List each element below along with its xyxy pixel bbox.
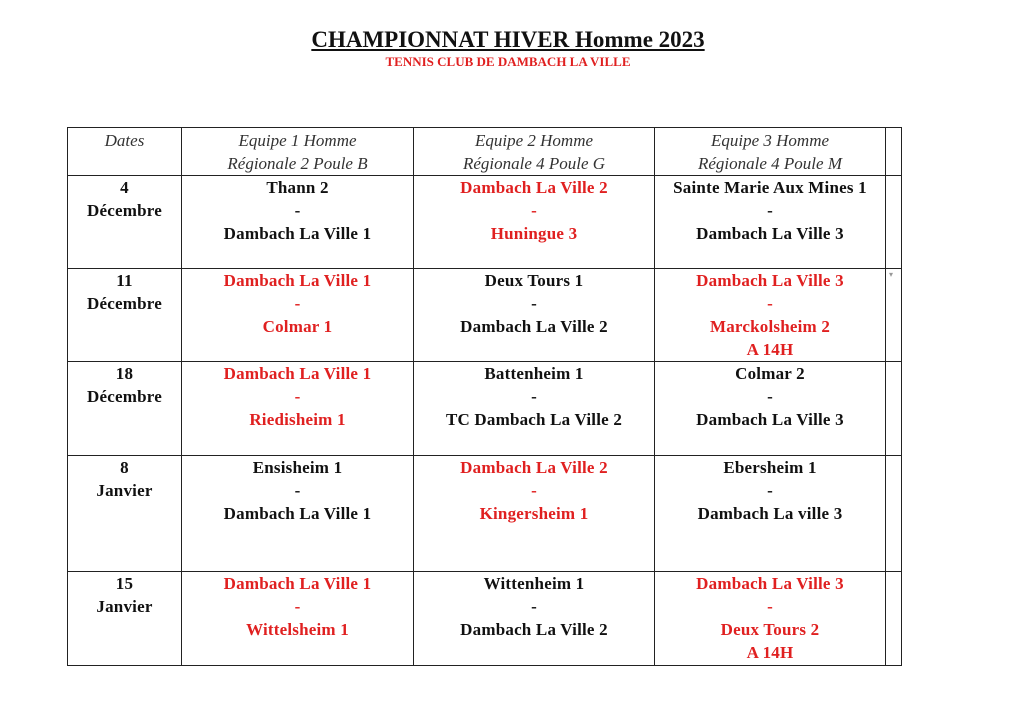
match-cell-team2: Wittenheim 1 - Dambach La Ville 2 bbox=[414, 572, 655, 666]
time-note: A 14H bbox=[746, 340, 794, 359]
match-cell-team1: Dambach La Ville 1 - Riedisheim 1 bbox=[182, 362, 414, 456]
date-cell: 18 Décembre bbox=[68, 362, 182, 456]
schedule-table bbox=[67, 127, 902, 666]
header-extra bbox=[886, 128, 902, 176]
match-cell-team2: Dambach La Ville 2 - Huningue 3 bbox=[414, 176, 655, 269]
table-row bbox=[68, 572, 902, 666]
extra-cell bbox=[886, 176, 902, 269]
header-team3: Equipe 3 Homme Régionale 4 Poule M bbox=[655, 128, 886, 176]
header-team1: Equipe 1 Homme Régionale 2 Poule B bbox=[182, 128, 414, 176]
header-row bbox=[68, 128, 902, 176]
extra-cell bbox=[886, 456, 902, 572]
table-row bbox=[68, 456, 902, 572]
match-cell-team1: Dambach La Ville 1 - Colmar 1 bbox=[182, 269, 414, 362]
table-row bbox=[68, 362, 902, 456]
header-team2: Equipe 2 Homme Régionale 4 Poule G bbox=[414, 128, 655, 176]
date-cell: 4 Décembre bbox=[68, 176, 182, 269]
match-cell-team2: Deux Tours 1 - Dambach La Ville 2 bbox=[414, 269, 655, 362]
dropdown-arrow-icon[interactable]: ▾ bbox=[889, 270, 894, 279]
match-cell-team3: Dambach La Ville 3 - Marckolsheim 2 A 14H bbox=[655, 269, 886, 362]
extra-cell bbox=[886, 362, 902, 456]
date-cell: 15 Janvier bbox=[68, 572, 182, 666]
match-cell-team1: Ensisheim 1 - Dambach La Ville 1 bbox=[182, 456, 414, 572]
date-cell: 8 Janvier bbox=[68, 456, 182, 572]
match-cell-team3: Sainte Marie Aux Mines 1 - Dambach La Ville 3 bbox=[655, 176, 886, 269]
extra-cell bbox=[886, 572, 902, 666]
time-note: A 14H bbox=[746, 643, 794, 662]
page-title: CHAMPIONNAT HIVER Homme 2023 bbox=[311, 27, 705, 52]
match-cell-team2: Battenheim 1 - TC Dambach La Ville 2 bbox=[414, 362, 655, 456]
match-cell-team2: Dambach La Ville 2 - Kingersheim 1 bbox=[414, 456, 655, 572]
match-cell-team1: Thann 2 - Dambach La Ville 1 bbox=[182, 176, 414, 269]
table-row bbox=[68, 269, 902, 362]
page-subtitle: TENNIS CLUB DE DAMBACH LA VILLE bbox=[385, 54, 631, 69]
header-dates: Dates bbox=[68, 128, 182, 176]
extra-cell bbox=[886, 269, 902, 362]
match-cell-team1: Dambach La Ville 1 - Wittelsheim 1 bbox=[182, 572, 414, 666]
date-cell: 11 Décembre bbox=[68, 269, 182, 362]
match-cell-team3: Ebersheim 1 - Dambach La ville 3 bbox=[655, 456, 886, 572]
match-cell-team3: Dambach La Ville 3 - Deux Tours 2 A 14H bbox=[655, 572, 886, 666]
table-row bbox=[68, 176, 902, 269]
match-cell-team3: Colmar 2 - Dambach La Ville 3 bbox=[655, 362, 886, 456]
